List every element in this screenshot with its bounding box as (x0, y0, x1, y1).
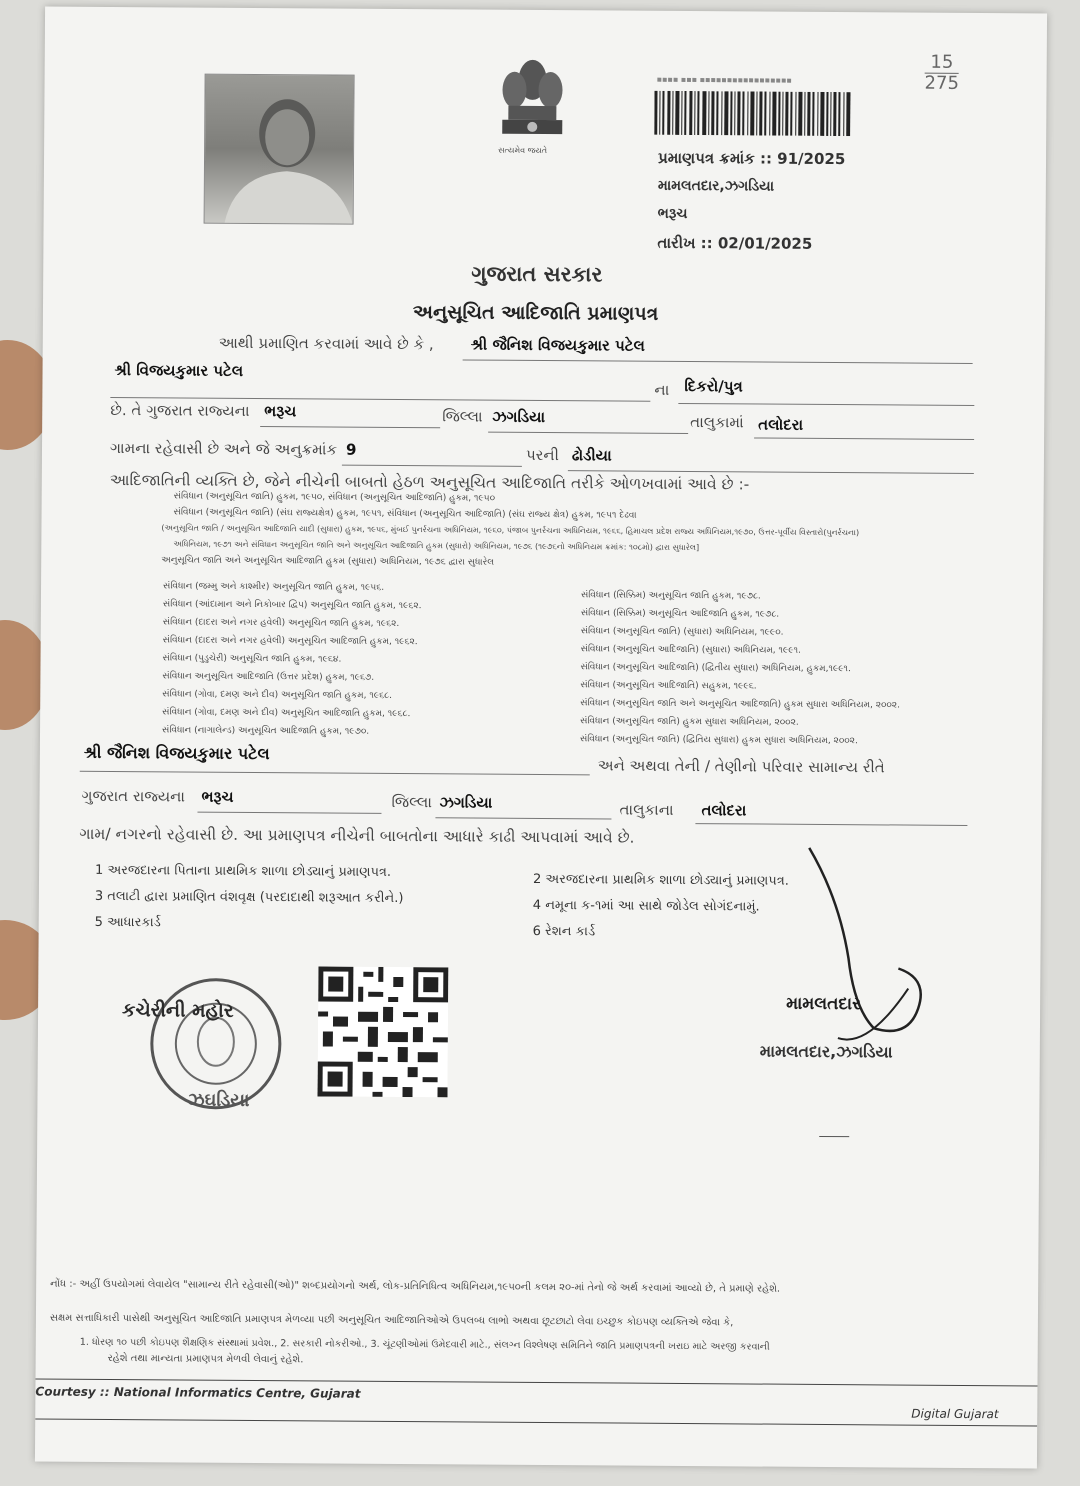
note-line: નોંધ :- અહીં ઉપયોગમાં લેવાયેલ "સામાન્ય રીતે રહેવાસી(ઓ)" શબ્દપ્રયોગનો અર્થ, લોક-પ્રતિનિધિત્વ અધિનિયમ,૧૯૫૦ની કલમ ૨૦-માં તેનો જે અર્થ કરવામાં આવ્યો છે, તે પ્રમાણે રહેશે. (50, 1278, 781, 1295)
underline (435, 817, 611, 819)
underline (463, 359, 973, 364)
applicant-name: શ્રી જૈનિશ વિજયકુમાર પટેલ (470, 335, 645, 355)
order-right: સંવિધાન (અનુસૂચિત જાતિ) (સુધારા) અધિનિયમ, ૧૯૯૦. (580, 626, 784, 638)
barcode (654, 91, 850, 136)
underline (568, 470, 974, 474)
residence-district-label: જિલ્લા (391, 792, 433, 812)
underline (197, 812, 381, 814)
residence-taluka-label: તાલુકાના (619, 800, 674, 819)
caste-label: પરની (525, 445, 560, 465)
order-left: સંવિધાન (ગોવા, દમણ અને દીવ) અનુસૂચિત આદિજાતિ હુકમ, ૧૯૬૮. (162, 707, 411, 720)
order-line: સંવિધાન (અનુસૂચિત જાતિ) હુકમ, ૧૯૫૦, સંવિધાન (અનુસૂચિત આદિજાતિ) હુકમ, ૧૯૫૦ (173, 491, 496, 504)
document-item: 4 નમૂના ક-૧માં આ સાથે જોડેલ સોગંદનામું. (532, 897, 760, 915)
residence-name: શ્રી જૈનિશ વિજયકુમાર પટેલ (83, 742, 270, 764)
page-number-handwritten: 15 275 (924, 51, 960, 94)
district-label: જિલ્લા (442, 407, 483, 426)
order-right: સંવિધાન (અનુસૂચિત આદિજાતિ) સહુકમ, ૧૯૯૬. (580, 680, 757, 692)
residence-district: ભરૂચ (201, 787, 234, 806)
order-line: અનુસૂચિત જાતિ અને અનુસૂચિત આદિજાતિ હુકમ (સુધારા) અધિનિયમ, ૧૯૭૬ દ્વારા સુધારેલ (161, 555, 495, 568)
stamp-ring-text: ઝઘડિયા (187, 1089, 250, 1111)
relation: દિકરો/પુત્ર (684, 376, 743, 396)
footer-rule (35, 1418, 1037, 1426)
order-left: સંવિધાન (નાગાલેન્ડ) અનુસૂચિત આદિજાતિ હુકમ, ૧૯૭૦. (162, 725, 370, 737)
underline (260, 426, 440, 428)
order-line: સંવિધાન (અનુસૂચિત જાતિ) (સંઘ રાજ્યક્ષેત્ર) હુકમ, ૧૯૫૧, સંવિધાન (અનુસૂચિત આદિજાતિ) (સંઘ રાજ્ય ક્ષેત્ર) હુકમ, ૧૯૫૧ દેઢવા (173, 507, 637, 521)
underline (754, 437, 974, 440)
residence-subdistrict: ઝગડિયા (439, 793, 493, 812)
residence-state: ગુજરાત રાજ્યના (81, 786, 186, 806)
signatory-designation: મામલતદાર,ઝગડિયા (759, 1041, 893, 1062)
underline (80, 771, 590, 776)
courtesy-text: Courtesy :: National Informatics Centre, Gujarat (35, 1384, 361, 1401)
point-one-cont: રહેશે તથા માન્યતા પ્રમાણપત્ર મેળવી લેવાનું રહેશે. (107, 1352, 304, 1366)
document-item: 1 અરજદારના પિતાના પ્રાથમિક શાળા છોડ્યાનું પ્રમાણપત્ર. (95, 862, 392, 880)
underline (488, 432, 688, 434)
order-left: સંવિધાન (આંદામાન અને નિકોબાર દ્વિપ) અનુસૂચિત જાતિ હુકમ, ૧૯૬૨. (162, 599, 422, 612)
document-item: 6 રેશન કાર્ડ (532, 923, 596, 940)
signature-handwritten: મામલતદાર (786, 993, 861, 1015)
authority-line: સક્ષમ સત્તાધિકારી પાસેથી અનુસૂચિત આદિજાતિ પ્રમાણપત્ર મેળવ્યા પછી અનુસૂચિત આદિજાતિઓએ ઉપલબ્ધ લાભો અથવા છૂટછાટો લેવા ઇચ્છુક કોઇપણ વ્યક્તિએ જેવા કે, (49, 1312, 734, 1329)
tribe-line: આદિજાતિની વ્યક્તિ છે, જેને નીચેની બાબતો હેઠળ અનુસૂચિત આદિજાતિ તરીકે ઓળખવામાં આવે છે :- (109, 470, 750, 494)
caste: ઢોડીયા (571, 446, 612, 465)
government-title: ગુજરાત સરકાર (471, 261, 603, 287)
order-left: સંવિધાન (દાદરા અને નગર હવેલી) અનુસૂચિત જાતિ હુકમ, ૧૯૬૨. (162, 617, 400, 630)
taluka-label: તાલુકામાં (690, 413, 744, 432)
signature-scribble (778, 838, 940, 1059)
family-line: અને અથવા તેની / તેણીનો પરિવાર સામાન્ય રીતે (597, 756, 885, 777)
residence-taluka: તલોદરા (701, 801, 747, 820)
order-left: સંવિધાન (દાદરા અને નગર હવેલી) અનુસૂચિત આદિજાતિ હુકમ, ૧૯૬૨. (162, 635, 418, 648)
issue-date: તારીખ :: 02/01/2025 (657, 233, 813, 253)
order-left: સંવિધાન (ગોવા, દમણ અને દીવ) અનુસૂચિત જાતિ હુકમ, ૧૯૬૮. (162, 689, 392, 701)
district: ભરૂચ (264, 402, 297, 421)
state-emblem-icon: સત્યમેવ જયતે (492, 50, 573, 161)
certificate-number: પ્રમાણપત્ર ક્રમાંક :: 91/2025 (657, 148, 846, 169)
order-right: સંવિધાન (અનુસૂચિત આદિજાતિ) (દ્વિતીય સુધારા) અધિનિયમ, હુકમ,૧૯૯૧. (580, 662, 851, 675)
qr-code (317, 966, 448, 1097)
order-right: સંવિધાન (અનુસૂચિત જાતિ) (દ્વિતિય સુધારા) હુકમ સુધારા અધિનિયમ, ૨૦૦૨. (579, 734, 858, 747)
relation-prefix: ના (654, 380, 670, 399)
brand-text: Digital Gujarat (911, 1406, 999, 1422)
stamp-label: કચેરીની મહોર (122, 999, 234, 1022)
intro-text: આથી પ્રમાણિત કરવામાં આવે છે કે , (218, 333, 434, 354)
order-left: સંવિધાન (પુડુચેરી) અનુસૂચિત જાતિ હુકમ, ૧૯૬૪. (162, 653, 342, 665)
issuing-office: મામલતદાર,ઝગડિયા (657, 177, 775, 195)
applicant-photo (204, 74, 355, 225)
underline (342, 465, 522, 467)
underline (678, 403, 974, 406)
father-name: શ્રી વિજયકુમાર પટેલ (114, 361, 244, 380)
taluka: તલોદરા (758, 415, 804, 434)
document-item: 2 અરજદારના પ્રાથમિક શાળા છોડ્યાનું પ્રમાણપત્ર. (532, 871, 789, 889)
basis-line: ગામ/ નગરનો રહેવાસી છે. આ પ્રમાણપત્ર નીચેની બાબતોના આધારે કાઢી આપવામાં આવે છે. (79, 824, 635, 847)
village-prefix: ગામના રહેવાસી છે અને જે અનુક્રમાંક (109, 438, 338, 459)
order-left: સંવિધાન (જમ્મુ અને કાશ્મીર) અનુસૂચિત જાતિ હુકમ, ૧૯૫૬. (163, 581, 385, 593)
order-right: સંવિધાન (અનુસૂચિત જાતિ અને અનુસૂચિત આદિજાતિ) હુકમ સુધારા અધિનિયમ, ૨૦૦૨. (580, 698, 901, 711)
certificate-page (35, 7, 1047, 1469)
document-item: 5 આધારકાર્ડ (94, 914, 161, 931)
order-line: (અનુસૂચિત જાતિ / અનુસૂચિત આદિજાતિ યાદી (સુધારા) હુકમ, ૧૯૫૬, મુંબઈ પુનર્રચના અધિનિયમ, ૧૯૬૦, પંજાબ પુનર્રચના અધિનિયમ, ૧૯૬૬, હિમાચલ પ્રદેશ રાજ્ય અધિનિયમ,૧૯૭૦, ઉત્તર-પૂર્વીય વિસ્તારો(પુનર્રચના) (161, 523, 860, 538)
document-item: 3 તલાટી દ્વારા પ્રમાણિત વંશવૃક્ષ (પરદાદાથી શરૂઆત કરીને.) (94, 888, 404, 907)
subdistrict: ઝગડિયા (492, 407, 546, 427)
order-right: સંવિધાન (સિક્કિમ) અનુસૂચિત જાતિ હુકમ, ૧૯૭૮. (580, 590, 761, 602)
order-right: સંવિધાન (સિક્કિમ) અનુસૂચિત આદિજાતિ હુકમ, ૧૯૭૮. (580, 608, 780, 620)
order-line: અધિનિયમ, ૧૯૭૧ અને સંવિધાન અનુસૂચિત જાતિ અને અનુસૂચિત આદિજાતિ હુકમ (સુધારો) અધિનિયમ, ૧૯૭૬ (૧૯૭૬નો અધિનિયમ ક્રમાંક: ૧૦૮મો) દ્વારા સુધારેલ] (173, 539, 700, 553)
order-right: સંવિધાન (અનુસૂચિત જાતિ) હુકમ સુધારા અધિનિયમ, ૨૦૦૨. (580, 716, 799, 728)
underline (695, 823, 967, 826)
issuing-district: ભરૂચ (657, 205, 688, 223)
order-left: સંવિધાન અનુસૂચિત આદિજાતિ (ઉત્તર પ્રદેશ) હુકમ, ૧૯૬૭. (162, 671, 375, 683)
certificate-title: અનુસૂચિત આદિજાતિ પ્રમાણપત્ર (412, 301, 659, 325)
point-one: 1. ધોરણ ૧૦ પછી કોઇપણ શૈક્ષણિક સંસ્થામાં પ્રવેશ., 2. સરકારી નોકરીઓ., 3. ચૂંટણીઓમાં ઉમેદવારી માટે., સંલગ્ન વિશ્લેષણ સમિતિને જાતિ પ્રમાણપત્રની ખરાઇ માટે અરજી કરવાની (79, 1336, 770, 1353)
state-prefix: છે. તે ગુજરાત રાજ્યના (110, 400, 250, 420)
barcode-caption: ▪▪▪▪ ▪▪▪ ▪▪▪▪▪▪▪▪▪▪▪▪▪▪▪▪▪ (656, 74, 792, 85)
order-right: સંવિધાન (અનુસૂચિત આદિજાતિ) (સુધારા) અધિનિયમ, ૧૯૯૧. (580, 644, 801, 656)
dash-mark (819, 1136, 849, 1137)
serial-number: 9 (345, 440, 357, 459)
